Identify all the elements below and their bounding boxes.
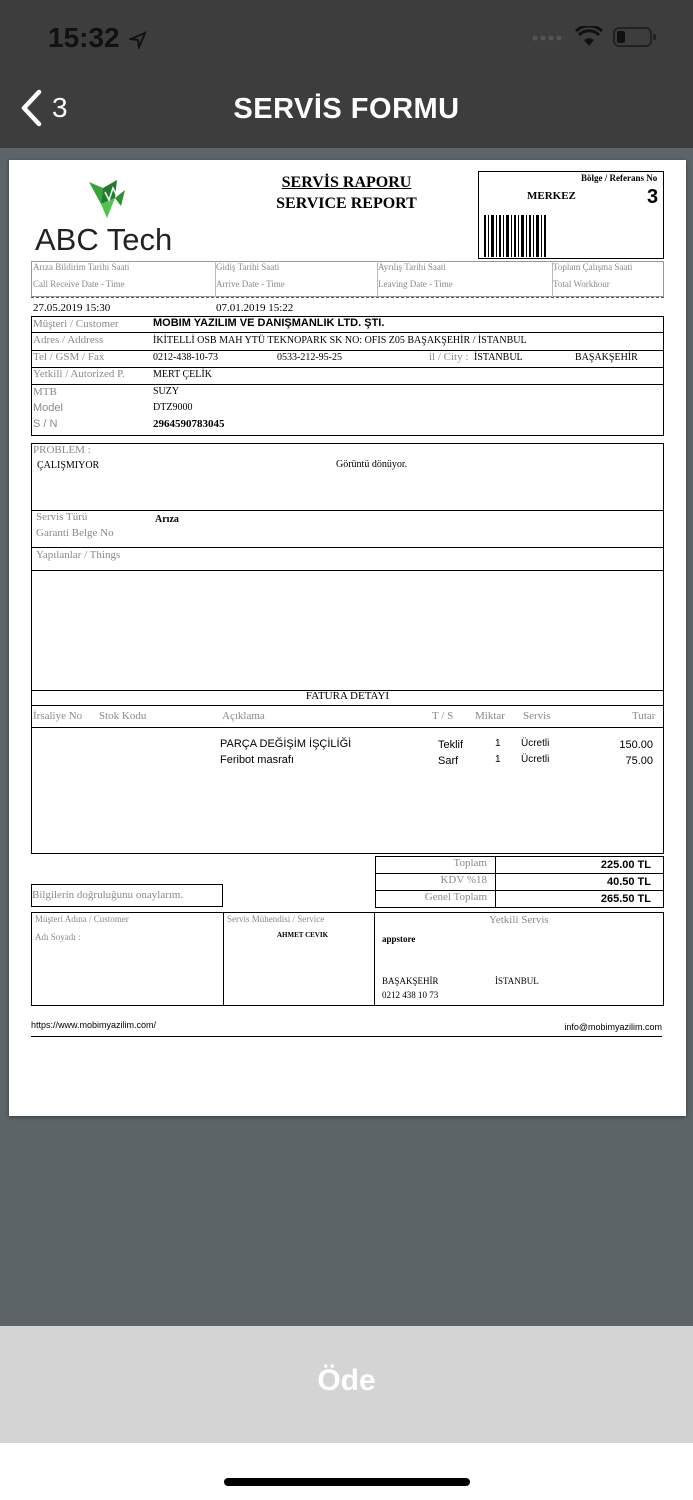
invoice-header-ts: T / S bbox=[432, 710, 454, 722]
service-report-document bbox=[9, 160, 686, 1116]
model-value: DTZ9000 bbox=[153, 402, 193, 413]
invoice-row-qty: 1 bbox=[495, 738, 501, 749]
grand-total-label: Genel Toplam bbox=[424, 891, 487, 903]
invoice-row-total: 150.00 bbox=[619, 739, 653, 751]
invoice-row-ts: Teklif bbox=[438, 739, 464, 751]
pay-button-label: Öde bbox=[317, 1364, 376, 1397]
leaving-label-tr: Ayrılış Tarihi Saati bbox=[378, 262, 446, 272]
status-icons bbox=[531, 26, 657, 48]
status-time-text: 15:32 bbox=[48, 22, 120, 53]
grand-total-value: 265.50 TL bbox=[600, 893, 651, 905]
customer-info-table bbox=[31, 316, 664, 436]
sign-customer-label: Müşteri Adına / Customer bbox=[35, 914, 129, 924]
auth-service-district: BAŞAKŞEHİR bbox=[382, 976, 439, 986]
pay-button[interactable] bbox=[0, 1326, 693, 1443]
mtb-value: SUZY bbox=[153, 386, 180, 397]
service-type-label: Servis Türü bbox=[36, 511, 88, 523]
gsm-value: 0533-212-95-25 bbox=[277, 352, 342, 363]
mtb-label: MTB bbox=[33, 386, 57, 398]
status-bar bbox=[0, 0, 693, 75]
phone-value: 0212-438-10-73 bbox=[153, 352, 218, 363]
sign-engineer-value: AHMET CEVIK bbox=[277, 931, 329, 939]
wifi-icon bbox=[575, 26, 603, 48]
barcode-icon bbox=[484, 215, 548, 257]
status-time bbox=[48, 22, 147, 54]
things-label: Yapılanlar / Things bbox=[36, 549, 121, 561]
invoice-header-waybill: İrsaliye No bbox=[33, 710, 83, 722]
invoice-row-qty: 1 bbox=[495, 754, 501, 765]
subtotal-label: Toplam bbox=[453, 857, 487, 869]
receive-date-value: 27.05.2019 15:30 bbox=[33, 302, 111, 314]
model-label: Model bbox=[33, 402, 63, 414]
report-title-en: SERVICE REPORT bbox=[276, 195, 417, 212]
sign-engineer-label: Servis Mühendisi / Service bbox=[227, 914, 325, 924]
navigation-bar bbox=[0, 75, 693, 148]
customer-label: Müşteri / Customer bbox=[33, 318, 119, 330]
authorized-label: Yetkili / Autorized P. bbox=[33, 368, 125, 380]
workhour-label-en: Total Workhour bbox=[553, 279, 610, 289]
receive-label-en: Call Receive Date - Time bbox=[33, 279, 125, 289]
problem-label: PROBLEM : bbox=[33, 444, 91, 456]
invoice-header-stock: Stok Kodu bbox=[99, 710, 147, 722]
phone-label: Tel / GSM / Fax bbox=[33, 351, 105, 363]
sn-value: 2964590783045 bbox=[153, 418, 225, 430]
abc-tech-logo-icon bbox=[87, 176, 129, 222]
invoice-header-service: Servis bbox=[523, 710, 551, 722]
back-count: 3 bbox=[52, 92, 68, 123]
warranty-label: Garanti Belge No bbox=[36, 527, 114, 539]
invoice-title: FATURA DETAYI bbox=[305, 690, 390, 702]
problem-section bbox=[31, 443, 664, 854]
logo-text: ABC Tech bbox=[35, 222, 173, 257]
location-arrow-icon bbox=[129, 31, 147, 49]
address-label: Adres / Address bbox=[33, 334, 104, 346]
sign-customer-name-label: Adı Soyadı : bbox=[35, 932, 81, 942]
invoice-header-desc: Açıklama bbox=[222, 710, 265, 722]
auth-service-phone: 0212 438 10 73 bbox=[382, 990, 439, 1000]
home-indicator[interactable] bbox=[224, 1478, 470, 1486]
vat-label: KDV %18 bbox=[440, 874, 487, 886]
authorized-value: MERT ÇELİK bbox=[153, 369, 212, 380]
subtotal-value: 225.00 TL bbox=[600, 859, 651, 871]
problem-value: ÇALIŞMIYOR bbox=[37, 460, 100, 471]
workhour-label-tr: Toplam Çalışma Saati bbox=[553, 262, 633, 272]
invoice-row-total: 75.00 bbox=[625, 755, 653, 767]
invoice-header-total: Tutar bbox=[632, 710, 656, 722]
report-title-tr: SERVİS RAPORU bbox=[281, 174, 412, 191]
district-value: BAŞAKŞEHİR bbox=[575, 352, 638, 363]
region-label: Bölge / Referans No bbox=[581, 173, 658, 183]
invoice-row-ts: Sarf bbox=[438, 755, 459, 767]
arrive-date-value: 07.01.2019 15:22 bbox=[216, 302, 294, 314]
vat-value: 40.50 TL bbox=[606, 876, 651, 888]
arrive-label-en: Arrive Date - Time bbox=[216, 279, 285, 289]
sn-label: S / N bbox=[33, 418, 58, 430]
home-indicator-area bbox=[0, 1443, 693, 1500]
signal-icon bbox=[531, 32, 565, 42]
confirm-text: Bilgilerin doğruluğunu onaylarım. bbox=[32, 889, 184, 901]
page-title: SERVİS FORMU bbox=[233, 93, 460, 125]
city-value: İSTANBUL bbox=[474, 352, 523, 363]
battery-icon bbox=[613, 26, 657, 48]
invoice-row-desc: PARÇA DEĞİŞİM İŞÇİLİĞİ bbox=[220, 738, 352, 750]
address-value: İKİTELLİ OSB MAH YTÜ TEKNOPARK SK NO: OFIS Z05 BAŞAKŞEHİR / İSTANBUL bbox=[153, 335, 527, 346]
leaving-label-en: Leaving Date - Time bbox=[378, 279, 453, 289]
service-type-value: Arıza bbox=[155, 514, 179, 525]
city-label: il / City : bbox=[429, 351, 469, 363]
auth-service-name: appstore bbox=[382, 934, 416, 944]
customer-value: MOBIM YAZILIM VE DANIŞMANLIK LTD. ŞTI. bbox=[153, 317, 385, 329]
arrive-label-tr: Gidiş Tarihi Saati bbox=[216, 262, 280, 272]
signature-section bbox=[31, 912, 664, 1006]
invoice-header-qty: Miktar bbox=[475, 710, 505, 722]
footer-email[interactable]: info@mobimyazilim.com bbox=[564, 1022, 662, 1032]
invoice-row-service: Ücretli bbox=[521, 754, 550, 765]
footer-url[interactable]: https://www.mobimyazilim.com/ bbox=[31, 1020, 157, 1030]
region-value: MERKEZ bbox=[527, 190, 576, 202]
auth-service-label: Yetkili Servis bbox=[489, 914, 549, 926]
reference-number: 3 bbox=[647, 186, 659, 208]
invoice-row-desc: Feribot masrafı bbox=[220, 754, 294, 766]
problem-note: Görüntü dönüyor. bbox=[336, 459, 408, 470]
report-viewer[interactable] bbox=[0, 148, 693, 1326]
auth-service-city: İSTANBUL bbox=[495, 976, 539, 986]
receive-label-tr: Arıza Bildirim Tarihi Saati bbox=[33, 262, 130, 272]
invoice-row-service: Ücretli bbox=[521, 738, 550, 749]
